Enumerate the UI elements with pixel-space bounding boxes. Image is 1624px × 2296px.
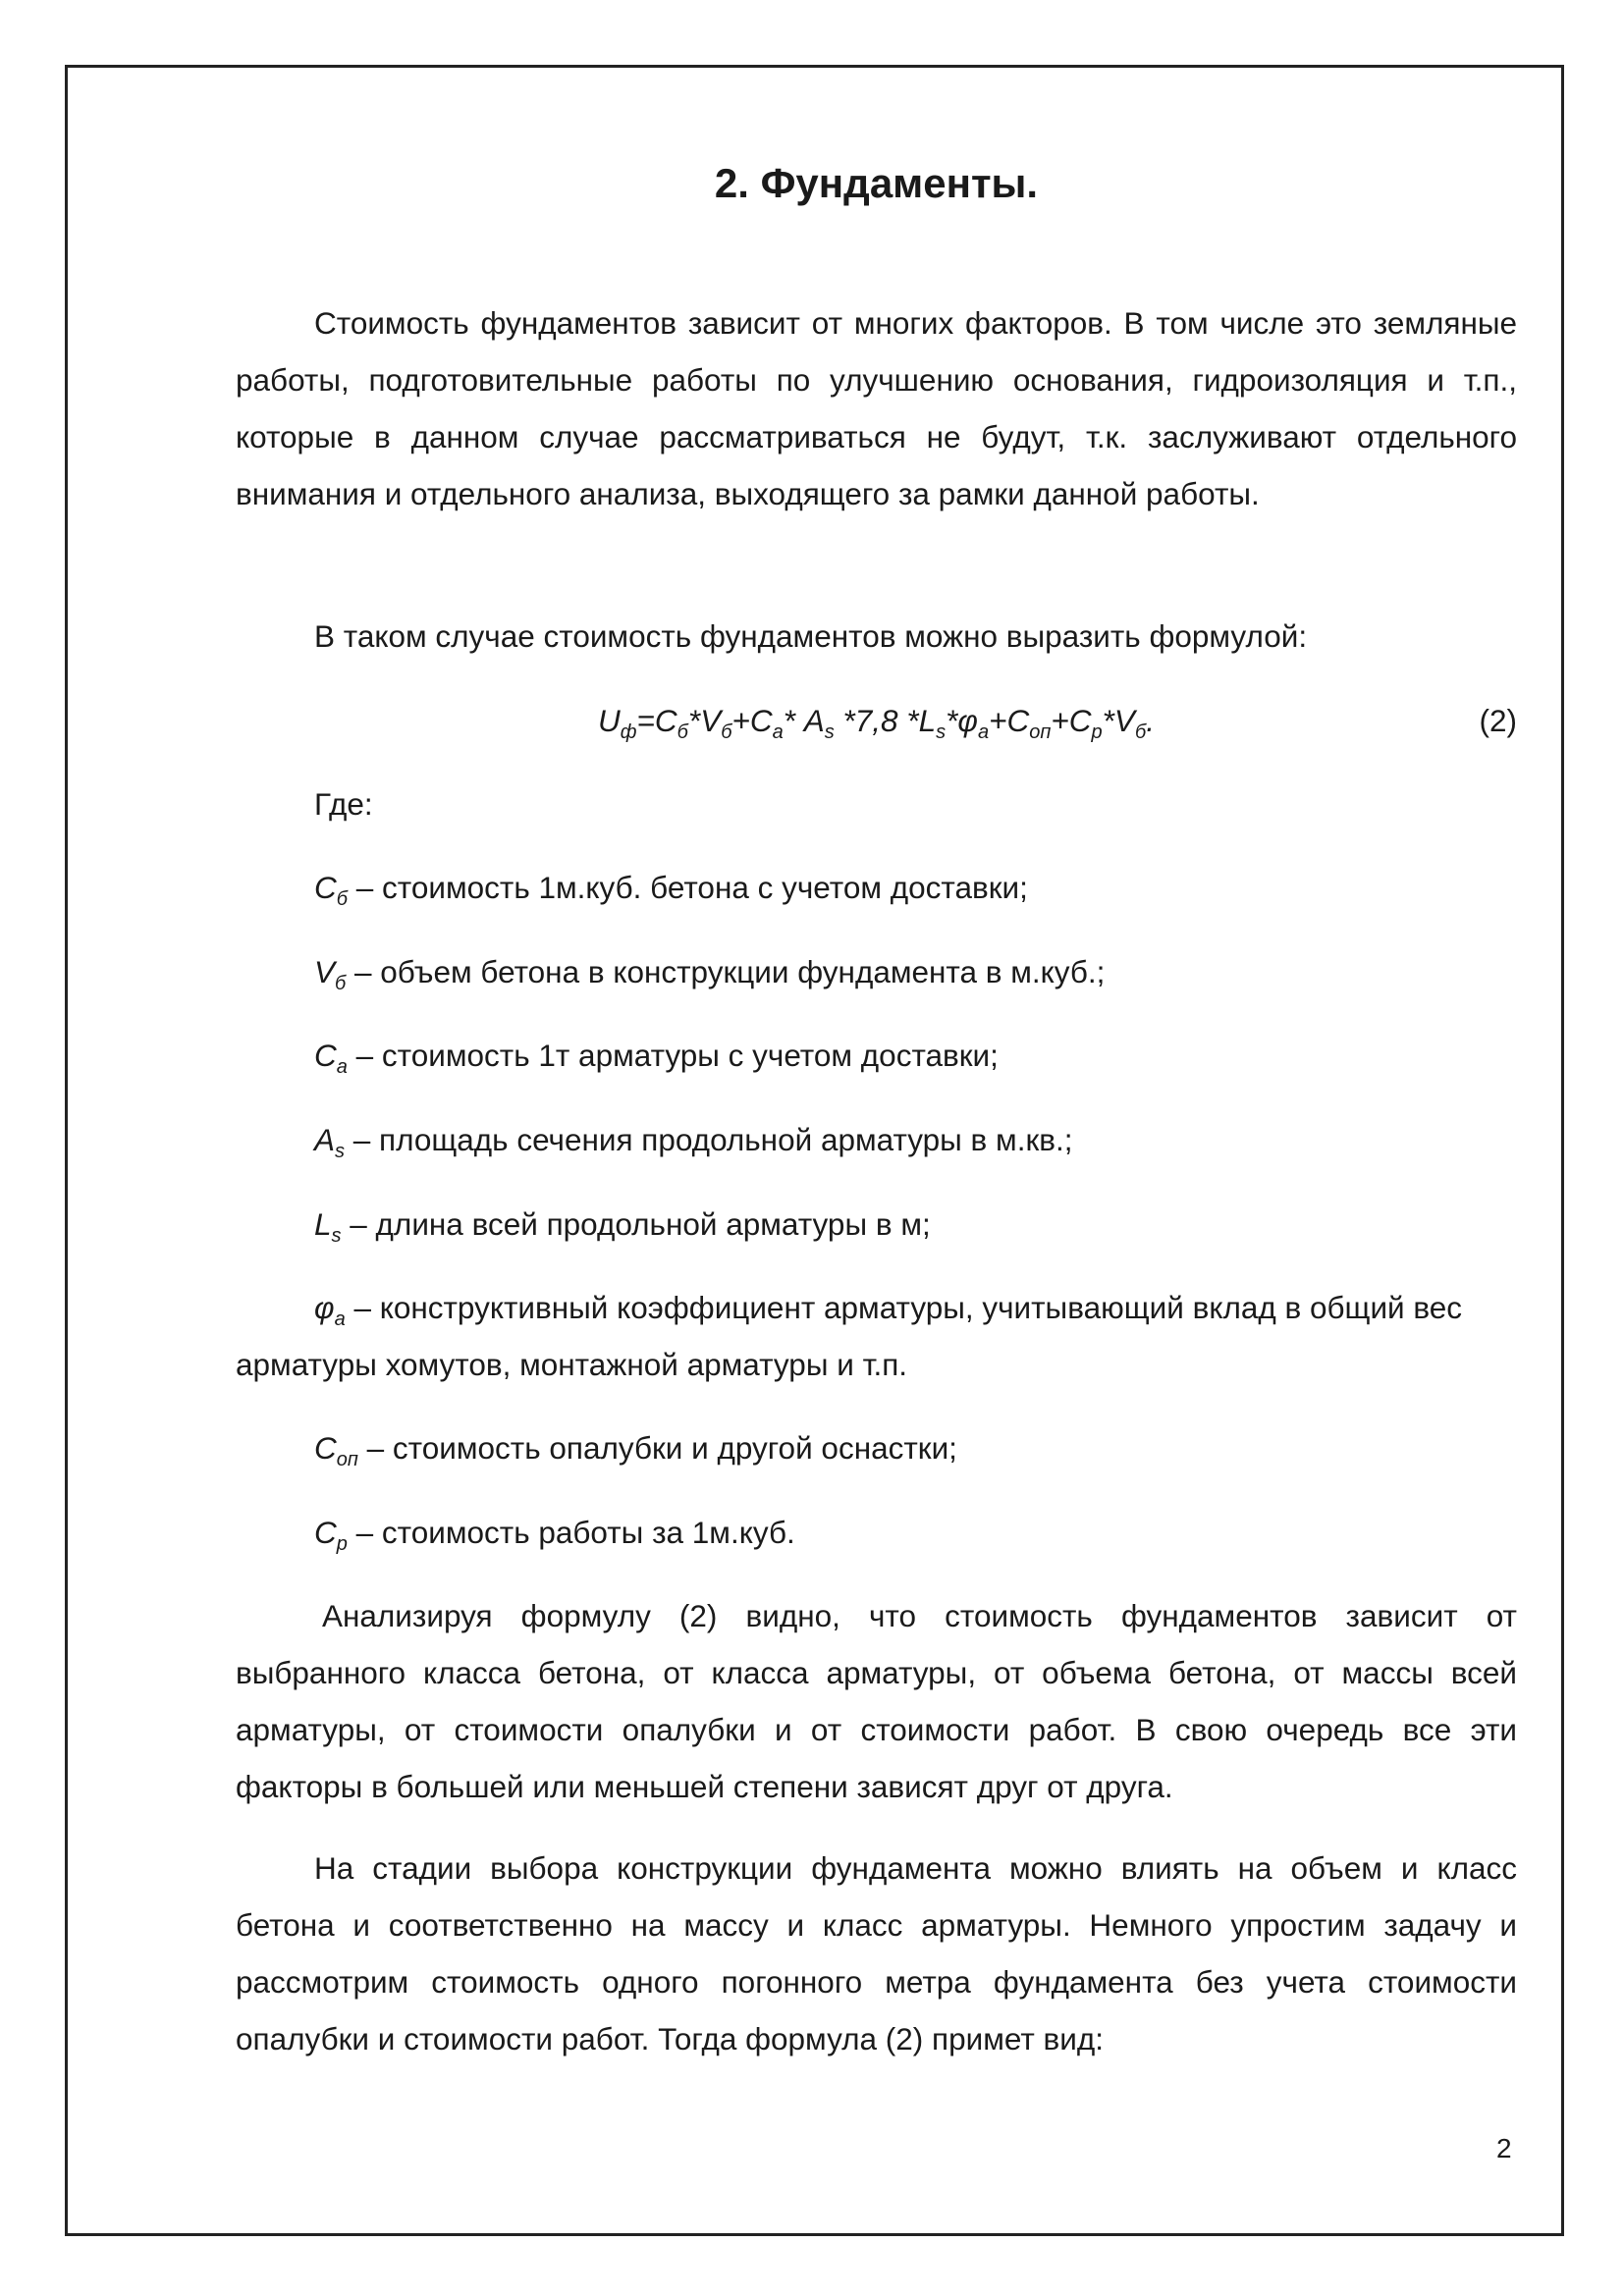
paragraph-analysis: Анализируя формулу (2) видно, что стоимость фундаментов зависит от выбранного класса бетона, от класса арматуры, от объема бетона, от массы всей арматуры, от стоимости опалубки и от стоимости работ. В свою очередь все эти факторы в большей или меньшей степени зависят друг от друга. [236,1598,1517,1804]
definition-cr: $C_р$ – стоимость работы за 1м.куб. [314,1515,795,1555]
where-label: Где: [314,786,373,822]
paragraph-stage: На стадии выбора конструкции фундамента можно влиять на объем и класс бетона и соответственно на массу и класс арматуры. Немного упростим задачу и рассмотрим стоимость одного погонного метра фундамента без учета стоимости опалубки и стоимости работ. Тогда формула (2) примет вид: [236,1850,1517,2056]
definition-as: $A_s$ – площадь сечения продольной арматуры в м.кв.; [314,1122,1073,1162]
section-heading: 2. Фундаменты. [714,160,1039,206]
paragraph-intro: Стоимость фундаментов зависит от многих факторов. В том числе это земляные работы, подготовительные работы по улучшению основания, гидроизоляция и т.п., которые в данном случае рассматриваться не будут, т.к. заслуживают отдельного внимания и отдельного анализа, выходящего за рамки данной работы. [236,305,1517,511]
definition-ca: $C_a$ – стоимость 1т арматуры с учетом доставки; [314,1038,999,1078]
paragraph-formula-lead: В таком случае стоимость фундаментов можно выразить формулой: [314,618,1308,654]
equation-number: (2) [1479,703,1517,738]
definition-ls: $L_s$ – длина всей продольной арматуры в м; [314,1206,931,1247]
definition-vb: $V_б$ – объем бетона в конструкции фундамента в м.куб.; [314,954,1106,994]
definition-phi: $\varphi_a$ – конструктивный коэффициент арматуры, учитывающий вклад в общий вес арматуры хомутов, монтажной арматуры и т.п. [236,1290,1463,1382]
formula-2: $U_ф=C_б*V_б+C_a*$ $A_s$ *7,8 $*L_s*\varphi_a+C_{оп}+C_р*V_б$. [598,703,1155,743]
page-number: 2 [1496,2133,1512,2163]
definition-cop: $C_{оп}$ – стоимость опалубки и другой оснастки; [314,1430,957,1470]
definition-cb: $C_б$ – стоимость 1м.куб. бетона с учетом доставки; [314,870,1028,910]
